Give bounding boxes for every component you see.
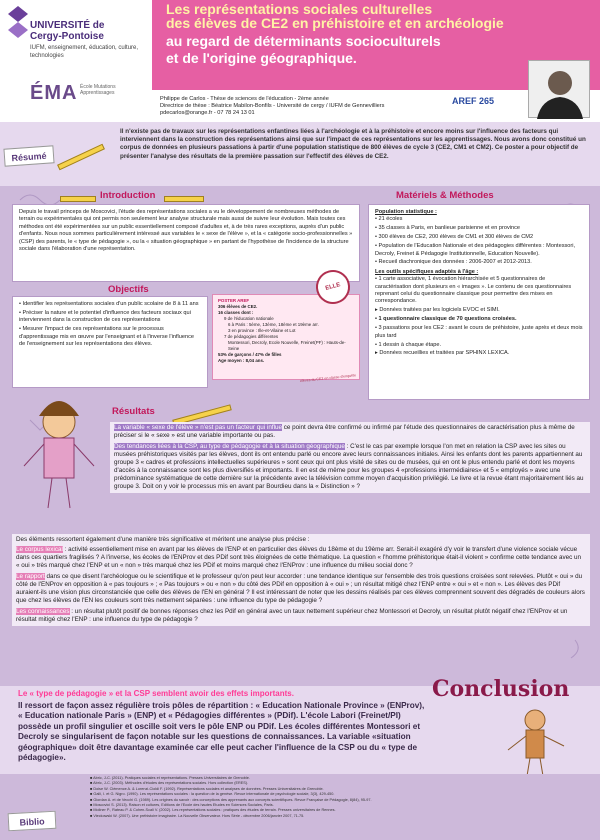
conclusion-subheading: Le « type de pédagogie » et la CSP semblent avoir des effets importants. <box>18 689 294 698</box>
poster-tag-card <box>212 294 360 380</box>
biblio-item: ■ Galli, I. et G. Nigro. (1990). Les représentations sociales : la question de la genèse. Revue internationale de psychologie sociale, 3(3), 429-450. <box>90 792 335 797</box>
authors-block <box>160 96 450 117</box>
population-item: • 300 élèves de CE2, 200 élèves de CM1 et 300 élèves de CM2 <box>375 234 534 241</box>
materiels-panel <box>368 204 590 400</box>
poster-tag-item: Age moyen : 8,04 ans. <box>218 358 265 363</box>
resultats-paragraph: La variable « sexe de l'élève » n'est pas un facteur qui influe ce point devra être confirmé ou infirmé par l'étude des questionnaires de caractérisation plus à même de préciser si le « sexe » est une variable importante ou pas. <box>114 424 575 439</box>
ema-logo: ÉMA <box>30 82 78 104</box>
biblio-item: ■ Abric, J-C. (2003). Méthodes d'études des représentations sociales. Hors collection (ERES). <box>90 781 249 786</box>
introduction-panel <box>12 204 360 282</box>
tools-item: • 1 carte associative, 1 évocation hiérarchisée et 5 questionnaires de caractérisation dont plusieurs en « images ». Le contenu de ces questionnaires reprenant celui du questionnaire classique pour permettre des mises en correspondance. <box>375 276 572 305</box>
resultats-paragraph: Des tendances liées à la CSP, au type de pédagogie et à la situation géographique : C'est le cas par exemple lorsque l'on met en relation la CSP avec les sites ou musées préhistoriques visités par les élèves, dont ils ont entendu parlé ou encore avec leurs connaissances initiales. Ainsi les enfants dont les parents appartiennent au groupe 3 « cadres et professions intellectuelles supérieures » sont ceux qui ont plus visité de sites ou de musées, qui en ont le plus entendu parlé et dont les moyens d'accès à la connaissance sont les plus diversifiés et importants. Il en est de même pour les groupes 4 «professions intermédiaires» et 5 « employés » avec une prédominance systématique de cette dernière sur la précédente avec la télévision comme moyen d'acquisition privilégié. Le livre et la revue étant majoritairement liés au groupe 3. Doit on y voir le processus mis en avant par Bourdieu dans la « Distinction » ? <box>114 443 584 490</box>
resultats-paragraph: Les connaissances : un résultat plutôt positif de bonnes réponses chez les Pdif en général avec un taux nettement supérieur chez Montessori et Decroly, un résultat plutôt négatif chez l'ENProv et un résultat mitigé chez l'ENP : une influence du type de pédagogie ? <box>16 608 568 623</box>
author-photo <box>528 60 590 118</box>
population-item: • Recueil diachronique des données : 2006-2007 et 2012-2013. <box>375 259 532 266</box>
resultats-block-1 <box>110 422 590 493</box>
biblio-item: ■ Vieckowski W. (2007). Une préhistoire imaginaire. La Nouvelle Observateur. Hors Série - décembre 2006/janvier 2007, 71-75. <box>90 813 305 818</box>
population-item: • 35 classes à Paris, en banlieue parisienne et en province <box>375 225 521 232</box>
biblio-item: ■ Doise W. Clémence A. & Lorenzi-Cioldi F. (1992). Représentations sociales et analyses de données. Presses Universitaires de Grenoble. <box>90 786 324 791</box>
objectif-item: • Identifier les représentations sociales d'un public scolaire de 8 à 11 ans <box>19 301 199 307</box>
poster-tag-item: 53% de garçons / 47% de filles <box>218 352 282 357</box>
objectifs-list <box>19 301 201 348</box>
author-line-1: Philippe de Carlos - Thèse de sciences de l'éducation - 2ème année <box>160 96 329 102</box>
objectif-item: • Préciser la nature et le potentiel d'influence des facteurs sociaux qui interviennent dans la construction de ces représentations <box>19 309 191 324</box>
biblio-item: ■ Moscovici S. (2013). Raison et cultures, Editions de l'Ecole des hautes Etudes en Sciences Sociales, Paris. <box>90 803 274 808</box>
author-line-2: Directrice de thèse : Béatrice Mabilon-Bonfils - Université de cergy / IUFM de Gennevilliers <box>160 103 385 109</box>
objectifs-panel <box>12 296 208 388</box>
resultats-heading: Résultats <box>112 406 155 417</box>
tools-list <box>375 276 583 358</box>
title-line-1: Les représentations sociales culturelles <box>166 1 433 17</box>
resultats-paragraph: Le corpus lexical : activité essentiellement mise en avant par les élèves de l'ENP et en particulier des élèves du 18ème et du 19ème arr. Serait-il exagéré d'y voir le transfert d'une violence sociale vécue dans ces quartiers fragilisés ? A l'inverse, les écoles de l'ENProv et des PDif sont très éloignées de cette thématique. La question « l'homme préhistorique était-il violent » confirme cette tendance avec un « oui » très marqué chez l'ENP et un « non » très marqué chez les PDif et moins marqué chez l'ENProv : une influence du milieu social donc ? <box>16 546 582 569</box>
ucp-logo-icon <box>8 6 28 40</box>
header <box>0 0 600 122</box>
title-line-4: et de l'origine géographique. <box>166 50 357 66</box>
poster-tag-item: 3 en province : Ille-et-Vilaine et Lot <box>228 328 296 333</box>
conclusion-heading: Conclusion <box>432 676 570 702</box>
materiels-heading: Matériels & Méthodes <box>396 190 494 201</box>
tools-item: • 3 passations pour les CE2 : avant le cours de préhistoire, juste après et deux mois plus tard <box>375 325 583 339</box>
poster-tag-item: 16 classes dont : <box>218 310 254 315</box>
tools-item: • 1 questionnaire classique de 70 questions croisées. <box>375 316 517 323</box>
tools-item: • 1 dessin à chaque étape. <box>375 341 442 348</box>
resultats-paragraph: Des éléments ressortent également d'une manière très significative et méritent une analyse plus précise : <box>16 536 310 543</box>
tools-item: ▸ Données traitées par les logiciels EVOC et SIMI. <box>375 307 500 314</box>
title-line-3: au regard de déterminants socioculturels <box>166 33 441 49</box>
poster-tag-item: Montessori, Decroly, Ecole Nouvelle, Freinet(PF) : Hauts-de-Seine <box>228 340 346 351</box>
tools-item: ▸ Données recueillies et traitées par SPHINX LEXICA. <box>375 350 510 357</box>
biblio-item: ■ Moliner P., Rateau P. & Cohen-Scali V. (2002). Les représentations sociales : pratiques des études de terrain. Presses universitaires de Rennes. <box>90 808 336 813</box>
pencil-icon <box>60 196 96 202</box>
poster-tag-title: POSTER AREF <box>218 298 250 303</box>
objectif-item: • Mesurer l'impact de ces représentations sur le processus d'apprentissage mis en œuvre par l'enseignant et à l'inverse l'influence de l'enseignement sur les représentations des élèves. <box>19 326 194 348</box>
biblio-list <box>90 776 540 819</box>
conclusion-text: Il ressort de façon assez régulière trois pôles de répartition : « Education Nationale Province » (ENProv), « Education nationale Paris » (ENP) et « Pédagogies différentes » (PDif). L'école Labori (Freinet/PI) possède un profil singulier et oscille soit vers le pôle ENP ou PDif. Les écoles différentes Montessori et Decroly se singularisent de façon notable sur les questions de connaissances. La variable «situation géographique» doit être davantage examinée car elle peut cacher l'influence de la CSP ou du « type de pédagogie». <box>18 701 425 763</box>
aref-logo: AREF 265 <box>452 96 495 106</box>
child-drawing-icon <box>14 396 104 516</box>
stamp-icon: ELLE <box>312 266 354 308</box>
poster-tag-caption: élèves du CE2 en classe d'enquête <box>299 373 357 384</box>
ucp-name: UNIVERSITÉ de Cergy-Pontoise <box>30 20 105 42</box>
pencil-icon <box>164 196 204 202</box>
ema-subtitle: École Mutations Apprentissages <box>80 84 116 96</box>
title-line-2: des élèves de CE2 en préhistoire et en archéologie <box>166 15 504 31</box>
biblio-item: ■ Abric, J-C. (2011). Pratiques sociales et représentations. Presses Universitaires de Grenoble. <box>90 776 250 780</box>
population-item: • 21 écoles <box>375 216 403 223</box>
tools-title: Les outils spécifiques adaptés à l'âge : <box>375 268 479 275</box>
iufm-label: IUFM, enseignement, éducation, culture, technologies <box>30 45 139 59</box>
poster-tag-item: 6 à Paris : 5ème, 13ème, 18ème et 19ème arr. <box>228 322 319 327</box>
portrait-icon <box>529 61 591 119</box>
population-item: • Population de l'Education Nationale et des pédagogies différentes : Montessori, Decroly, Freinet & Pédagogie Institutionnelle, Education Nouvelle). <box>375 243 576 257</box>
resultats-block-2 <box>12 534 590 626</box>
resume-label: Résumé <box>3 145 54 166</box>
poster-tag-item: 9 de l'éducation nationale <box>224 316 274 321</box>
population-title: Population statistique : <box>375 209 437 215</box>
author-line-3: pdecarlos@orange.fr - 07 78 24 13 01 <box>160 110 255 116</box>
resultats-paragraph: Le rapport dans ce que disent l'archéologue ou le scientifique et le professeur qu'on peut leur accorder : une tendance identique sur l'ensemble des trois questions croisées sont relevées. Plutôt « oui » du côté de l'ENProv en opposition à « pas toujours » ; « Pas toujours » ou « non » du côté des PDif en opposition à « oui » ; un résultat mitigé chez l'ENP entre « oui » et « non ». Les élèves des PDif auraient-ils une vision plus circonstanciée que celle des élèves de l'EN en général ? Il est intéressant de noter que les dessins réalisés par ces élèves comprennent souvent des dégradés de couleurs alors que chez les élèves de l'EN les couleurs sont très nettement séparées : une influence du type de pédagogie ? <box>16 573 585 604</box>
introduction-text: Depuis le travail princeps de Moscovici, l'étude des représentations sociales a vu le développement de nombreuses méthodes de terrain ou expérimentales qui ont permis non seulement leur analyse structurale mais aussi de suivre leur évolution. Mais toutes ces méthodes ont été expérimentées sur un public essentiellement composé d'adultes et, à de très rares exceptions, auprès d'un public d'enfants. Nous nous sommes particulièrement intéressé aux variables le « sexe de l'élève », et la « catégorie socio-professionnelles » (CSP) des parents, le « type de pédagogie », ou la « situation géographique » en partant de l'hypothèse de l'incidence de la structure sociale dans l'élaboration d'une représentation. <box>19 209 353 253</box>
biblio-item: ■ Giordan A. et de Vecchi G. (1989). Les origines du savoir : des conceptions des apprenants aux concepts scientifiques. Revue Française de Pédagogie, 8(84), 95-97. <box>90 797 372 802</box>
poster-tag-item: 306 élèves de CE2. <box>218 304 258 309</box>
biblio-label: Biblio <box>8 811 57 831</box>
population-list <box>375 216 583 266</box>
introduction-heading: Introduction <box>100 190 156 201</box>
poster-tag-item: 7 de pédagogies différentes <box>224 334 279 339</box>
resume-text: Il n'existe pas de travaux sur les représentations enfantines liées à l'archéologie et à la préhistoire et encore moins sur l'influence des facteurs qui interviennent dans la construction des représentations ainsi que sur l'impact de ces représentations sur les apprentissages. Nous avons donc constitué un corpus de données en plusieurs passations à partir d'une population statistique de 800 élèves de cycle 3 (CE2, CM1 et CM2). Ce poster a pour objectif de présenter l'analyse des résultats de la première passation sur l'effectif des élèves de CE2. <box>120 128 586 160</box>
objectifs-heading: Objectifs <box>108 284 149 295</box>
